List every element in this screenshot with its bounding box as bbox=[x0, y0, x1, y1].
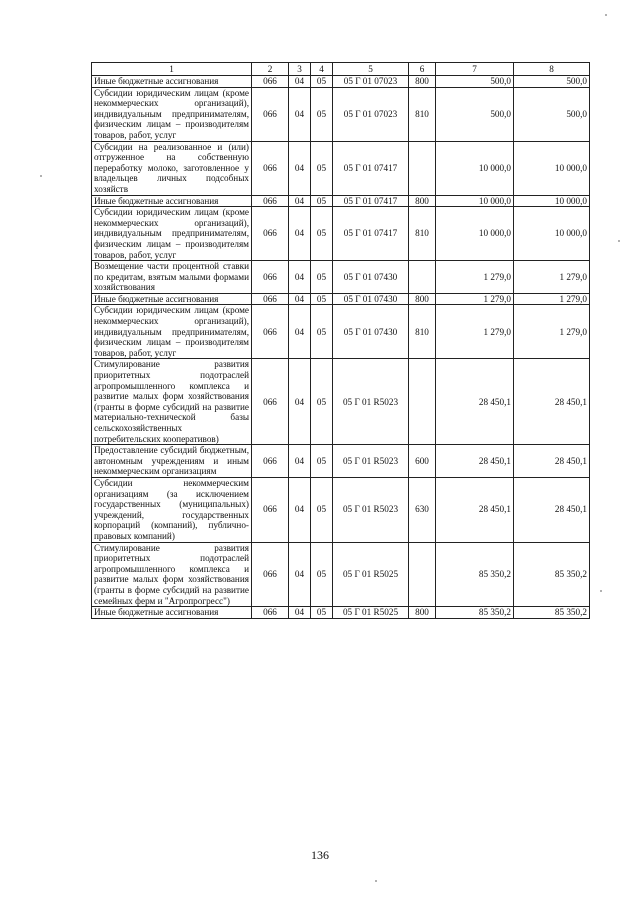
row-value-cell: 05 bbox=[311, 293, 333, 305]
row-value-cell: 05 bbox=[311, 141, 333, 195]
table-row bbox=[92, 477, 590, 542]
row-name-cell: Возмещение части процентной ставки по кредитам, взятым малыми формами хозяйствования bbox=[92, 261, 252, 294]
row-value-cell: 04 bbox=[289, 87, 311, 141]
row-value-cell bbox=[409, 542, 436, 607]
row-value-cell: 04 bbox=[289, 445, 311, 478]
column-header: 1 bbox=[92, 63, 252, 76]
row-value-cell: 04 bbox=[289, 207, 311, 261]
row-name-cell: Субсидии юридическим лицам (кроме некоммерческих организаций), индивидуальным предпринимателям, физическим лицам – производителям товаров, работ, услуг bbox=[92, 87, 252, 141]
table-row bbox=[92, 293, 590, 305]
row-value-cell: 05 bbox=[311, 207, 333, 261]
row-value-cell: 04 bbox=[289, 607, 311, 619]
row-value-cell: 04 bbox=[289, 141, 311, 195]
row-value-cell: 10 000,0 bbox=[436, 195, 514, 207]
scan-speck bbox=[605, 14, 607, 16]
row-value-cell: 85 350,2 bbox=[436, 607, 514, 619]
table-row bbox=[92, 207, 590, 261]
row-value-cell: 05 bbox=[311, 87, 333, 141]
header-row bbox=[92, 63, 590, 76]
scan-speck bbox=[375, 880, 377, 882]
table-row bbox=[92, 305, 590, 359]
row-value-cell: 04 bbox=[289, 293, 311, 305]
row-value-cell: 800 bbox=[409, 76, 436, 88]
row-value-cell bbox=[409, 141, 436, 195]
row-value-cell: 066 bbox=[252, 141, 289, 195]
row-value-cell: 066 bbox=[252, 293, 289, 305]
row-value-cell: 05 bbox=[311, 477, 333, 542]
row-value-cell: 85 350,2 bbox=[514, 607, 590, 619]
column-header: 5 bbox=[333, 63, 409, 76]
column-header: 8 bbox=[514, 63, 590, 76]
row-name-cell: Иные бюджетные ассигнования bbox=[92, 607, 252, 619]
row-value-cell: 05 bbox=[311, 76, 333, 88]
table-row bbox=[92, 261, 590, 294]
row-value-cell: 810 bbox=[409, 87, 436, 141]
row-name-cell: Субсидии некоммерческим организациям (за исключением государственных (муниципальных) учреждений, государственных корпораций (компаний), публично-правовых компаний) bbox=[92, 477, 252, 542]
row-value-cell: 05 Г 01 07430 bbox=[333, 261, 409, 294]
row-value-cell: 810 bbox=[409, 207, 436, 261]
column-header: 7 bbox=[436, 63, 514, 76]
row-name-cell: Стимулирование развития приоритетных подотраслей агропромышленного комплекса и развитие малых форм хозяйствования (гранты в форме субсидий на развитие семейных ферм и "Агропрогресс") bbox=[92, 542, 252, 607]
row-value-cell: 500,0 bbox=[514, 87, 590, 141]
row-value-cell: 05 bbox=[311, 607, 333, 619]
row-value-cell: 1 279,0 bbox=[514, 293, 590, 305]
row-value-cell: 066 bbox=[252, 195, 289, 207]
row-value-cell: 10 000,0 bbox=[514, 207, 590, 261]
row-value-cell: 800 bbox=[409, 607, 436, 619]
row-value-cell: 1 279,0 bbox=[436, 293, 514, 305]
row-value-cell: 05 Г 01 07430 bbox=[333, 293, 409, 305]
budget-table bbox=[91, 62, 590, 619]
row-value-cell: 85 350,2 bbox=[436, 542, 514, 607]
row-value-cell: 05 Г 01 R5025 bbox=[333, 542, 409, 607]
row-value-cell: 10 000,0 bbox=[514, 141, 590, 195]
row-value-cell: 1 279,0 bbox=[514, 261, 590, 294]
row-value-cell: 10 000,0 bbox=[514, 195, 590, 207]
row-value-cell: 600 bbox=[409, 445, 436, 478]
row-name-cell: Субсидии юридическим лицам (кроме некоммерческих организаций), индивидуальным предпринимателям, физическим лицам – производителям товаров, работ, услуг bbox=[92, 305, 252, 359]
table-row bbox=[92, 195, 590, 207]
page-number: 136 bbox=[311, 848, 329, 862]
row-value-cell: 1 279,0 bbox=[436, 261, 514, 294]
row-value-cell: 05 Г 01 R5025 bbox=[333, 607, 409, 619]
row-value-cell: 066 bbox=[252, 359, 289, 445]
row-value-cell: 05 Г 01 07417 bbox=[333, 141, 409, 195]
row-value-cell: 04 bbox=[289, 195, 311, 207]
table-row bbox=[92, 359, 590, 445]
row-value-cell: 04 bbox=[289, 359, 311, 445]
row-value-cell: 500,0 bbox=[436, 87, 514, 141]
row-value-cell: 28 450,1 bbox=[436, 445, 514, 478]
table-row bbox=[92, 607, 590, 619]
row-value-cell: 28 450,1 bbox=[436, 359, 514, 445]
row-value-cell: 05 Г 01 R5023 bbox=[333, 445, 409, 478]
row-value-cell: 04 bbox=[289, 261, 311, 294]
row-value-cell: 066 bbox=[252, 477, 289, 542]
column-header: 4 bbox=[311, 63, 333, 76]
column-header: 3 bbox=[289, 63, 311, 76]
table-row bbox=[92, 76, 590, 88]
row-value-cell: 800 bbox=[409, 195, 436, 207]
row-value-cell: 066 bbox=[252, 207, 289, 261]
row-name-cell: Субсидии на реализованное и (или) отгруженное на собственную переработку молоко, заготовленное у владельцев личных подсобных хозяйств bbox=[92, 141, 252, 195]
table-row bbox=[92, 445, 590, 478]
table-row bbox=[92, 87, 590, 141]
row-name-cell: Иные бюджетные ассигнования bbox=[92, 76, 252, 88]
row-value-cell: 05 Г 01 R5023 bbox=[333, 477, 409, 542]
row-value-cell: 10 000,0 bbox=[436, 141, 514, 195]
row-value-cell: 05 Г 01 07023 bbox=[333, 87, 409, 141]
row-value-cell: 066 bbox=[252, 76, 289, 88]
column-header: 2 bbox=[252, 63, 289, 76]
row-value-cell: 28 450,1 bbox=[514, 359, 590, 445]
row-value-cell: 066 bbox=[252, 261, 289, 294]
row-value-cell: 630 bbox=[409, 477, 436, 542]
row-name-cell: Субсидии юридическим лицам (кроме некоммерческих организаций), индивидуальным предпринимателям, физическим лицам – производителям товаров, работ, услуг bbox=[92, 207, 252, 261]
row-value-cell: 28 450,1 bbox=[436, 477, 514, 542]
row-value-cell: 28 450,1 bbox=[514, 445, 590, 478]
row-value-cell: 810 bbox=[409, 305, 436, 359]
row-value-cell: 05 bbox=[311, 261, 333, 294]
row-name-cell: Стимулирование развития приоритетных подотраслей агропромышленного комплекса и развитие малых форм хозяйствования (гранты в форме субсидий на развитие материально-технической базы сельскохозяйственных потребительских кооперативов) bbox=[92, 359, 252, 445]
row-value-cell: 1 279,0 bbox=[436, 305, 514, 359]
row-value-cell: 05 Г 01 07417 bbox=[333, 195, 409, 207]
row-value-cell: 500,0 bbox=[514, 76, 590, 88]
row-value-cell: 05 bbox=[311, 445, 333, 478]
row-value-cell bbox=[409, 261, 436, 294]
row-value-cell: 05 bbox=[311, 305, 333, 359]
row-value-cell: 10 000,0 bbox=[436, 207, 514, 261]
row-value-cell: 85 350,2 bbox=[514, 542, 590, 607]
row-value-cell: 05 Г 01 07023 bbox=[333, 76, 409, 88]
row-value-cell: 05 Г 01 R5023 bbox=[333, 359, 409, 445]
row-value-cell: 500,0 bbox=[436, 76, 514, 88]
row-name-cell: Предоставление субсидий бюджетным, автономным учреждениям и иным некоммерческим организациям bbox=[92, 445, 252, 478]
row-value-cell: 04 bbox=[289, 542, 311, 607]
row-value-cell: 05 Г 01 07430 bbox=[333, 305, 409, 359]
row-value-cell: 05 bbox=[311, 195, 333, 207]
row-value-cell: 05 Г 01 07417 bbox=[333, 207, 409, 261]
row-value-cell: 066 bbox=[252, 305, 289, 359]
row-name-cell: Иные бюджетные ассигнования bbox=[92, 293, 252, 305]
scan-speck bbox=[618, 240, 620, 242]
row-value-cell: 28 450,1 bbox=[514, 477, 590, 542]
row-value-cell: 05 bbox=[311, 542, 333, 607]
column-header: 6 bbox=[409, 63, 436, 76]
row-value-cell: 066 bbox=[252, 445, 289, 478]
row-value-cell: 04 bbox=[289, 477, 311, 542]
table-row bbox=[92, 542, 590, 607]
table-row bbox=[92, 141, 590, 195]
row-value-cell: 066 bbox=[252, 87, 289, 141]
row-value-cell: 04 bbox=[289, 305, 311, 359]
row-value-cell: 066 bbox=[252, 542, 289, 607]
row-value-cell bbox=[409, 359, 436, 445]
row-value-cell: 066 bbox=[252, 607, 289, 619]
row-value-cell: 04 bbox=[289, 76, 311, 88]
scan-speck bbox=[40, 175, 42, 177]
row-value-cell: 1 279,0 bbox=[514, 305, 590, 359]
row-name-cell: Иные бюджетные ассигнования bbox=[92, 195, 252, 207]
row-value-cell: 800 bbox=[409, 293, 436, 305]
row-value-cell: 05 bbox=[311, 359, 333, 445]
scan-speck bbox=[600, 590, 602, 592]
